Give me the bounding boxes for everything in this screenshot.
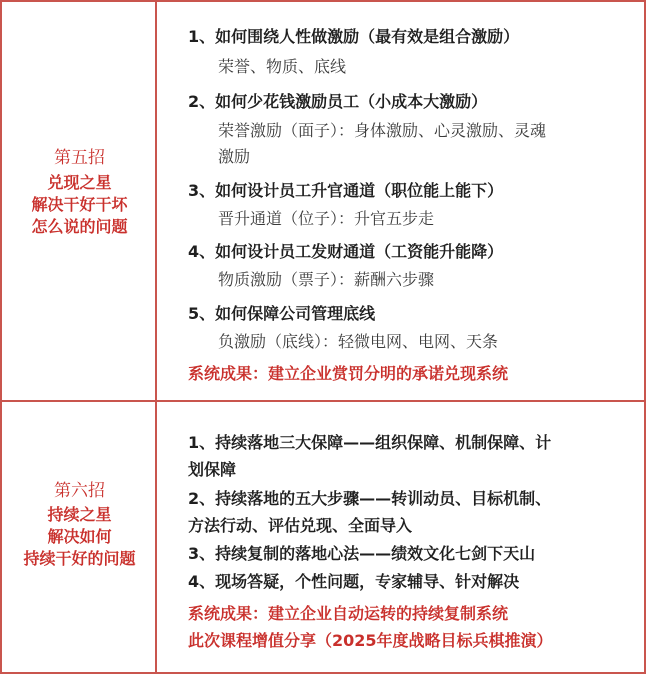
move-5-item-4-detail: 物质激励（票子）：薪酬六步骤 (218, 270, 435, 289)
move-6-title-line-3: 持续干好的问题 (23, 549, 136, 568)
move-6-label: 第六招 (54, 481, 105, 501)
move-6-result-2: 此次课程增值分享（2025年度战略目标兵棋推演） (188, 631, 553, 650)
move-5-cell (2, 2, 157, 400)
move-6-line-5: 3、持续复制的落地心法——绩效文化七剑下天山 (188, 544, 536, 563)
move-5-item-5-heading: 5、如何保障公司管理底线 (188, 304, 376, 323)
move-6-line-4: 方法行动、评估兑现、全面导入 (188, 516, 413, 535)
move-5-item-5-detail: 负激励（底线）：轻微电网、电网、天条 (218, 332, 499, 351)
move-5-content (159, 2, 644, 400)
move-6-title-line-1: 持续之星 (47, 505, 112, 524)
move-6-line-2: 划保障 (188, 460, 237, 479)
table-row-move-6 (2, 402, 644, 674)
move-5-title-line-2: 解决干好干坏 (31, 195, 128, 214)
move-5-label: 第五招 (54, 148, 105, 168)
move-5-result: 系统成果：建立企业赏罚分明的承诺兑现系统 (188, 364, 509, 383)
move-5-item-2-detail-1: 荣誉激励（面子）：身体激励、心灵激励、灵魂 (218, 121, 547, 140)
move-6-line-6: 4、现场答疑，个性问题，专家辅导、针对解决 (188, 572, 520, 591)
move-5-item-3-heading: 3、如何设计员工升官通道（职位能上能下） (188, 181, 504, 200)
move-6-line-3: 2、持续落地的五大步骤——转训动员、目标机制、 (188, 489, 552, 508)
move-6-content (159, 402, 644, 674)
move-6-line-1: 1、持续落地三大保障——组织保障、机制保障、计 (188, 433, 552, 452)
move-5-item-4-heading: 4、如何设计员工发财通道（工资能升能降） (188, 242, 504, 261)
move-5-item-1-heading: 1、如何围绕人性做激励（最有效是组合激励） (188, 27, 520, 46)
move-5-item-2-heading: 2、如何少花钱激励员工（小成本大激励） (188, 92, 488, 111)
move-5-item-1-detail: 荣誉、物质、底线 (218, 57, 347, 76)
table-row-move-5 (2, 2, 644, 402)
move-6-cell (2, 402, 157, 674)
move-6-title-line-2: 解决如何 (47, 527, 112, 546)
move-5-title-line-3: 怎么说的问题 (31, 217, 128, 236)
move-6-result-1: 系统成果：建立企业自动运转的持续复制系统 (188, 604, 509, 623)
move-5-item-3-detail: 晋升通道（位子）：升官五步走 (218, 209, 435, 228)
move-5-item-2-detail-2: 激励 (218, 147, 251, 166)
move-5-title-line-1: 兑现之星 (47, 173, 112, 192)
